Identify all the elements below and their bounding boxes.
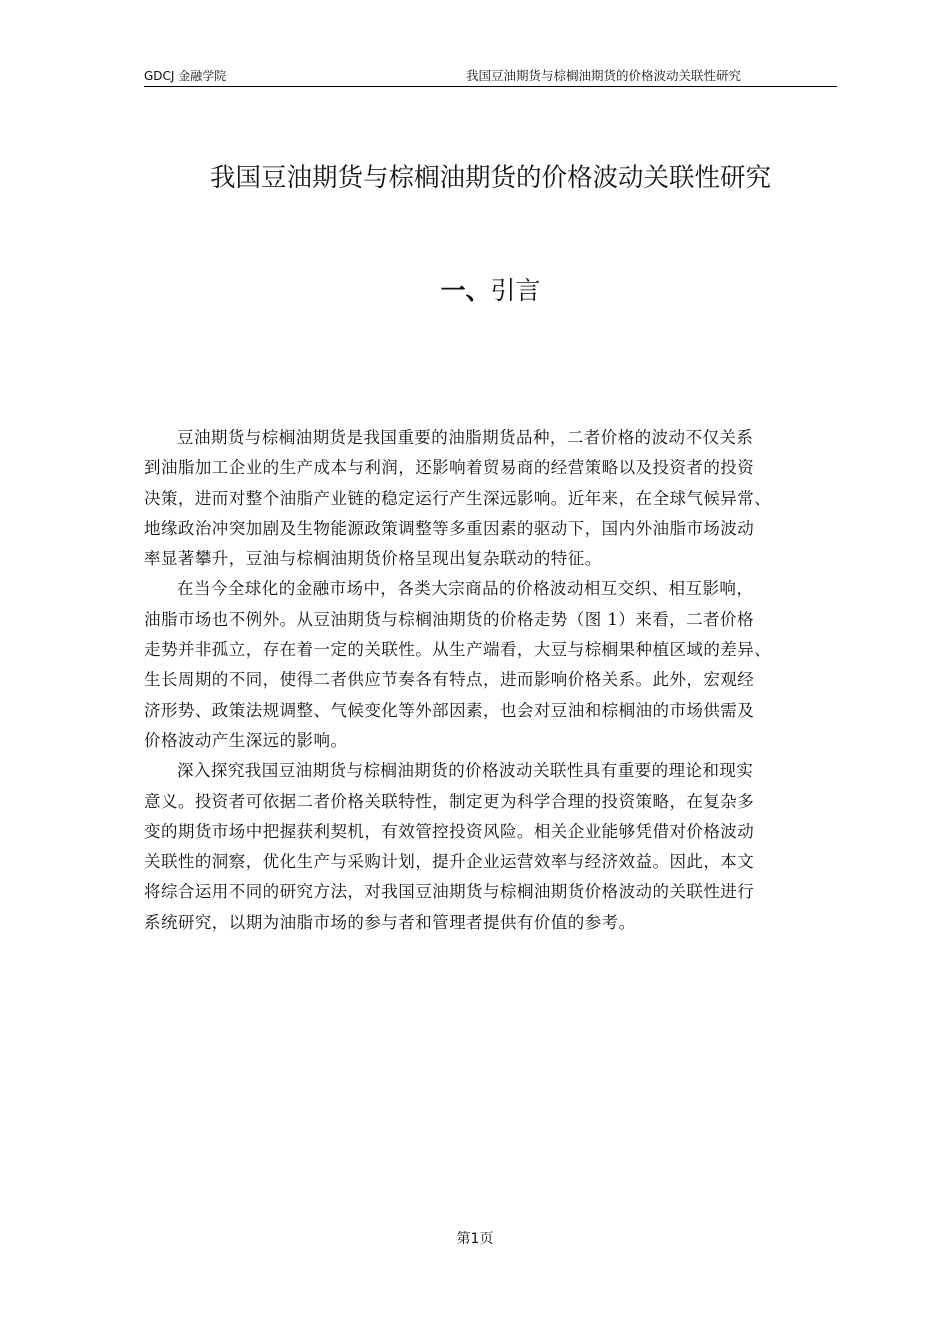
page-header [144,68,837,87]
paragraph-3 [144,756,837,938]
text-line: 在当今全球化的金融市场中，各类大宗商品的价格波动相互交织、相互影响， [177,579,754,599]
text-line: 将综合运用不同的研究方法，对我国豆油期货与棕榈油期货价格波动的关联性进行 [144,882,755,902]
text-line: 地缘政治冲突加剧及生物能源政策调整等多重因素的驱动下，国内外油脂市场波动 [144,518,755,538]
text-line: 走势并非孤立，存在着一定的关联性。从生产端看，大豆与棕榈果种植区域的差异、 [144,640,772,660]
header-running-title: 我国豆油期货与棕榈油期货的价格波动关联性研究 [466,68,742,83]
paragraph-2 [144,574,837,756]
text-line: 济形势、政策法规调整、气候变化等外部因素，也会对豆油和棕榈油的市场供需及 [144,700,755,720]
text-line: 生长周期的不同，使得二者供应节奏各有特点，进而影响价格关系。此外，宏观经 [144,670,755,690]
text-line: 价格波动产生深远的影响。 [144,730,348,750]
text-line: 到油脂加工企业的生产成本与利润，还影响着贸易商的经营策略以及投资者的投资 [144,458,755,478]
body-text [144,423,837,938]
text-line: 深入探究我国豆油期货与棕榈油期货的价格波动关联性具有重要的理论和现实 [177,761,754,781]
header-institution: GDCJ 金融学院 [144,69,227,83]
text-line: 关联性的洞察，优化生产与采购计划，提升企业运营效率与经济效益。因此，本文 [144,852,755,872]
section-heading [144,273,837,309]
section-title: 引言 [490,276,541,305]
section-number: 一、 [440,276,491,305]
text-line: 油脂市场也不例外。从豆油期货与棕榈油期货的价格走势（图 1）来看，二者价格 [144,609,754,629]
paper-title: 我国豆油期货与棕榈油期货的价格波动关联性研究 [209,163,771,193]
paragraph-1 [144,423,837,574]
text-line: 意义。投资者可依据二者价格关联特性，制定更为科学合理的投资策略，在复杂多 [144,791,755,811]
text-line: 变的期货市场中把握获利契机，有效管控投资风险。相关企业能够凭借对价格波动 [144,821,755,841]
text-line: 率显著攀升，豆油与棕榈油期货价格呈现出复杂联动的特征。 [144,549,602,569]
text-line: 系统研究，以期为油脂市场的参与者和管理者提供有价值的参考。 [144,912,636,932]
page-number: 第1页 [456,1231,494,1247]
text-line: 决策，进而对整个油脂产业链的稳定运行产生深远影响。近年来，在全球气候异常、 [144,488,772,508]
text-line: 豆油期货与棕榈油期货是我国重要的油脂期货品种，二者价格的波动不仅关系 [177,428,754,447]
